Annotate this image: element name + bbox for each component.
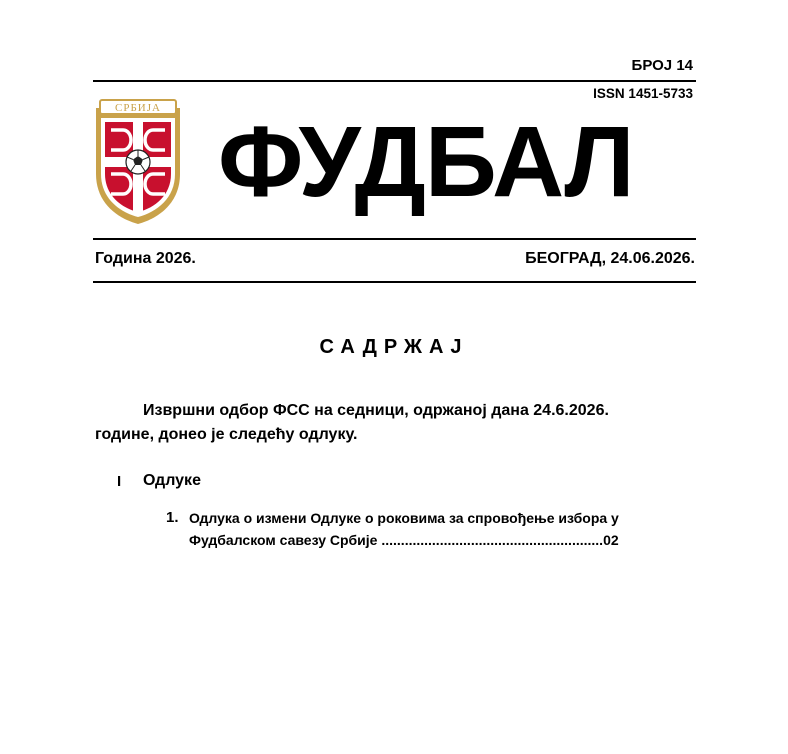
intro-line-2: године, донео је следећу одлуку. <box>95 426 358 443</box>
section-number: I <box>117 473 122 490</box>
issn: ISSN 1451-5733 <box>593 86 693 101</box>
header-rule-middle <box>93 238 696 240</box>
intro-line-1: Извршни одбор ФСС на седници, одржаној дана 24.6.2026. <box>143 402 609 419</box>
toc-item-line-2: Фудбалском савезу Србије .........................................................02 <box>189 532 619 548</box>
section-title: Одлуке <box>143 472 201 489</box>
toc-item-number: 1. <box>166 509 179 526</box>
year-label: Година 2026. <box>95 250 196 267</box>
toc-item[interactable] <box>189 507 689 551</box>
toc-item-line-1: Одлука о измени Одлуке о роковима за спровођење избора у <box>189 510 619 526</box>
issue-number: БРОЈ 14 <box>631 57 693 74</box>
contents-heading: САДРЖАЈ <box>319 336 469 358</box>
fss-crest-logo <box>90 98 186 226</box>
header-rule-bottom <box>93 281 696 283</box>
masthead-title: ФУДБАЛ <box>218 106 634 218</box>
crest-text: СРБИЈА <box>115 102 161 114</box>
header-rule-top <box>93 80 696 82</box>
place-date: БЕОГРАД, 24.06.2026. <box>525 250 695 267</box>
intro-paragraph <box>95 399 695 447</box>
